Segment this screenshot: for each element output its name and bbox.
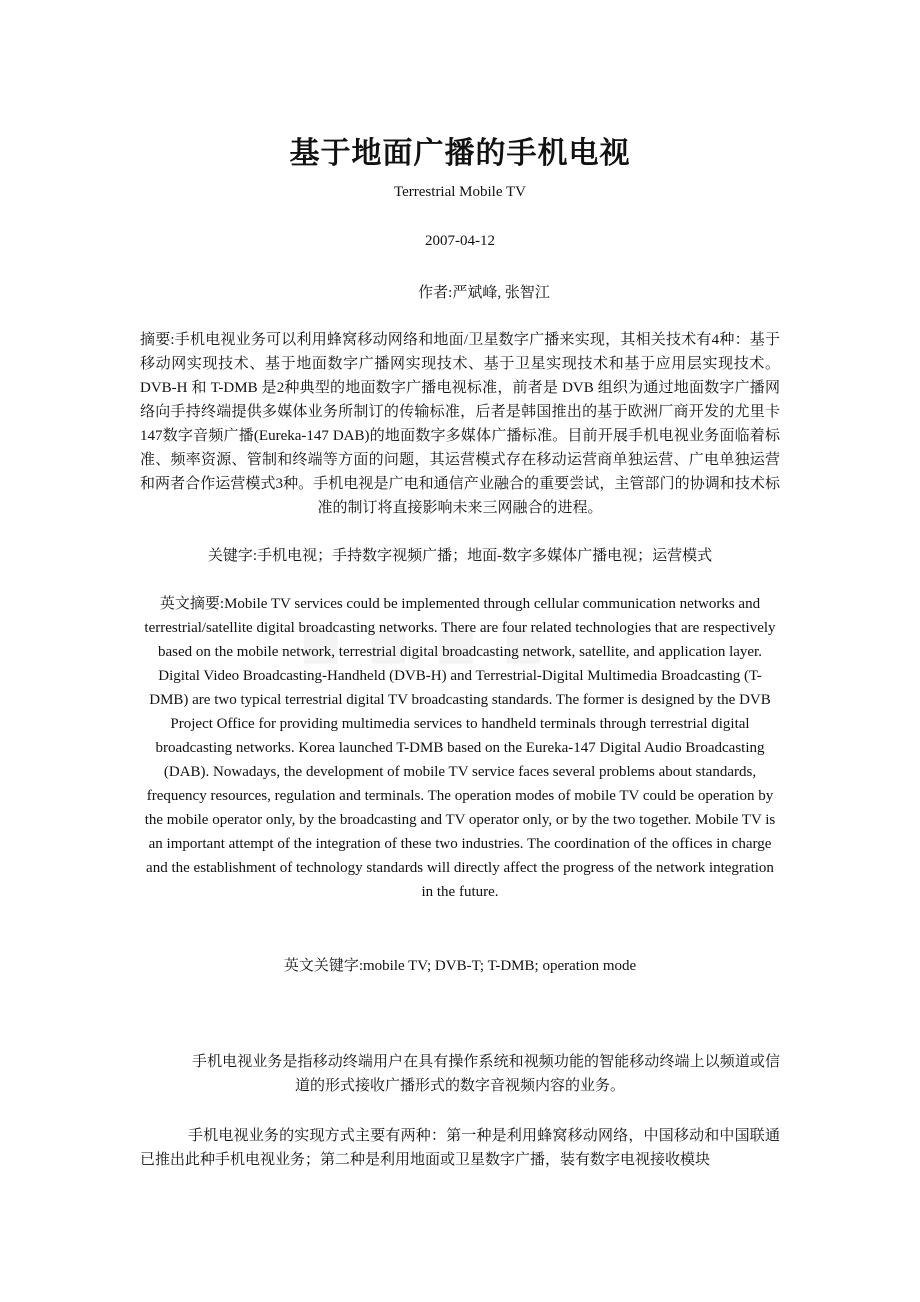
- document-title: 基于地面广播的手机电视: [289, 136, 631, 171]
- publication-date: 2007-04-12: [425, 233, 495, 249]
- body-paragraph-1: 手机电视业务是指移动终端用户在具有操作系统和视频功能的智能移动终端上以频道或信道的形式接收广播形式的数字音视频内容的业务。: [192, 1054, 780, 1094]
- chinese-abstract: 摘要:手机电视业务可以利用蜂窝移动网络和地面/卫星数字广播来实现，其相关技术有4种：基于移动网实现技术、基于地面数字广播网实现技术、基于卫星实现技术和基于应用层实现技术。DVB-H 和 T-DMB 是2种典型的地面数字广播电视标准，前者是 DVB 组织为通过地面数字广播网络向手持终端提供多媒体业务所制订的传输标准，后者是韩国推出的基于欧洲厂商开发的尤里卡147数字音频广播(Eureka-147 DAB)的地面数字多媒体广播标准。目前开展手机电视业务面临着标准、频率资源、管制和终端等方面的问题，其运营模式存在移动运营商单独运营、广电单独运营和两者合作运营模式3种。手机电视是广电和通信产业融合的重要尝试，主管部门的协调和技术标准的制订将直接影响未来三网融合的进程。: [140, 332, 780, 516]
- english-keywords: 英文关键字:mobile TV; DVB-T; T-DMB; operation mode: [283, 958, 637, 974]
- english-abstract: 英文摘要:Mobile TV services could be implemented through cellular communication networks and terrestrial/satellite digital broadcasting networks. There are four related technologies that are respectively based on the mobile network, terrestrial digital broadcasting network, satellite, and application layer. Digital Video Broadcasting-Handheld (DVB-H) and Terrestrial-Digital Multimedia Broadcasting (T-DMB) are two typical terrestrial digital TV broadcasting standards. The former is designed by the DVB Project Office for providing multimedia services to handheld terminals through terrestrial digital broadcasting networks. Korea launched T-DMB based on the Eureka-147 Digital Audio Broadcasting (DAB). Nowadays, the development of mobile TV service faces several problems about standards, frequency resources, regulation and terminals. The operation modes of mobile TV could be operation by the mobile operator only, by the broadcasting and TV operator only, or by the two together. Mobile TV is an important attempt of the integration of these two industries. The coordination of the offices in charge and the establishment of technology standards will directly affect the progress of the network integration in the future.: [144, 596, 776, 900]
- authors-line: 作者:严斌峰, 张智江: [418, 285, 550, 301]
- chinese-keywords: 关键字:手机电视；手持数字视频广播；地面-数字多媒体广播电视；运营模式: [207, 548, 713, 564]
- english-subtitle: Terrestrial Mobile TV: [394, 184, 526, 200]
- body-paragraph-2: 手机电视业务的实现方式主要有两种：第一种是利用蜂窝移动网络，中国移动和中国联通已推出此种手机电视业务；第二种是利用地面或卫星数字广播，装有数字电视接收模块: [140, 1128, 780, 1168]
